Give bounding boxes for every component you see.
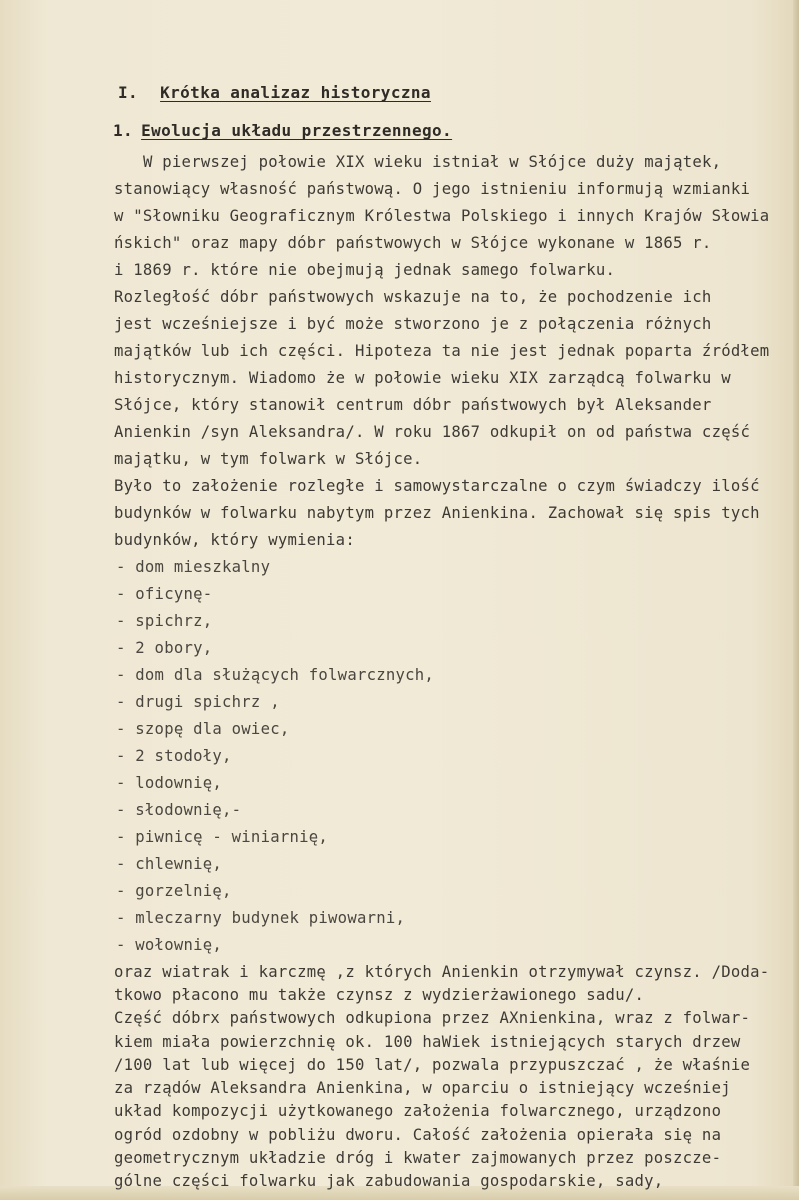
body-line: /100 lat lub więcej do 150 lat/, pozwala przypuszczać , że właśnie — [114, 1056, 751, 1074]
body-line: za rządów Aleksandra Anienkina, w oparciu o istniejący wcześniej — [114, 1079, 731, 1097]
body-line: jest wcześniejsze i być może stworzono je z połączenia różnych — [114, 315, 712, 333]
list-item: - spichrz, — [116, 612, 213, 630]
body-line: tkowo płacono mu także czynsz z wydzierżawionego sadu/. — [114, 986, 645, 1004]
list-item: - wołownię, — [116, 936, 223, 954]
list-item: - szopę dla owiec, — [116, 720, 290, 738]
body-line: ńskich" oraz mapy dóbr państwowych w Słójce wykonane w 1865 r. — [114, 234, 712, 252]
body-line: w "Słowniku Geograficznym Królestwa Polskiego i innych Krajów Słowia — [114, 207, 770, 225]
body-line: kiem miała powierzchnię ok. 100 haWiek istniejących starych drzew — [114, 1033, 741, 1051]
subsection-heading — [113, 121, 452, 140]
list-item: - dom dla służących folwarcznych, — [116, 666, 435, 684]
body-line: gólne części folwarku jak zabudowania gospodarskie, sady, — [114, 1172, 664, 1190]
list-item: - 2 stodoły, — [116, 747, 232, 765]
body-line: ogród ozdobny w pobliżu dworu. Całość założenia opierała się na — [114, 1126, 722, 1144]
list-item: - piwnicę - winiarnię, — [116, 828, 329, 846]
body-line: geometrycznym układzie dróg i kwater zajmowanych przez poszcze- — [114, 1149, 722, 1167]
list-item: - drugi spichrz , — [116, 693, 280, 711]
body-line: Rozległość dóbr państwowych wskazuje na to, że pochodzenie ich — [114, 288, 712, 306]
subsection-number: 1. — [113, 121, 134, 140]
body-line: stanowiący własność państwową. O jego istnieniu informują wzmianki — [114, 180, 751, 198]
subsection-title: Ewolucja układu przestrzennego. — [141, 121, 453, 140]
body-line: Anienkin /syn Aleksandra/. W roku 1867 odkupił on od państwa część — [114, 423, 751, 441]
list-item: - dom mieszkalny — [116, 558, 271, 576]
body-line: Słójce, który stanowił centrum dóbr państwowych był Aleksander — [114, 396, 712, 414]
list-item: - słodownię,- — [116, 801, 242, 819]
list-item: - oficynę- — [116, 585, 213, 603]
list-item: - 2 obory, — [116, 639, 213, 657]
body-line: Część dóbrx państwowych odkupiona przez AXnienkina, wraz z folwar- — [114, 1009, 751, 1027]
body-line: oraz wiatrak i karczmę ,z których Anienkin otrzymywał czynsz. /Doda- — [114, 963, 770, 981]
body-line: majątku, w tym folwark w Słójce. — [114, 450, 423, 468]
body-line: Było to założenie rozległe i samowystarczalne o czym świadczy ilość — [114, 477, 760, 495]
body-line: majątków lub ich części. Hipoteza ta nie jest jednak poparta źródłem — [114, 342, 770, 360]
section-title: Krótka analizaz historyczna — [160, 83, 431, 102]
body-line: układ kompozycji użytkowanego założenia folwarcznego, urządzono — [114, 1102, 722, 1120]
list-item: - gorzelnię, — [116, 882, 232, 900]
section-number: I. — [118, 83, 139, 102]
section-heading — [118, 83, 431, 102]
page-edge-right — [793, 0, 799, 1200]
body-line: historycznym. Wiadomo że w połowie wieku XIX zarządcą folwarku w — [114, 369, 731, 387]
list-item: - chlewnię, — [116, 855, 223, 873]
body-line: W pierwszej połowie XIX wieku istniał w Słójce duży majątek, — [143, 153, 722, 171]
body-line: budynków, który wymienia: — [114, 531, 355, 549]
body-line: i 1869 r. które nie obejmują jednak samego folwarku. — [114, 261, 616, 279]
body-line: budynków w folwarku nabytym przez Anienkina. Zachował się spis tych — [114, 504, 760, 522]
list-item: - mleczarny budynek piwowarni, — [116, 909, 406, 927]
list-item: - lodownię, — [116, 774, 223, 792]
